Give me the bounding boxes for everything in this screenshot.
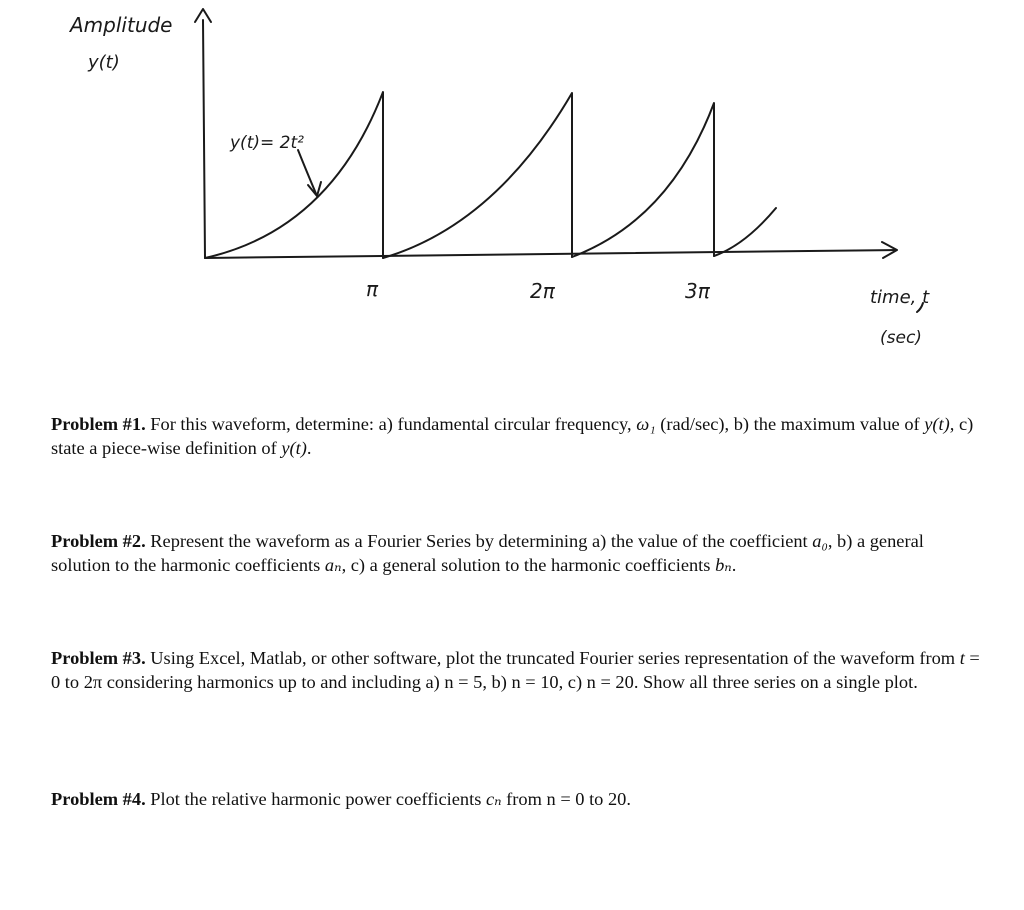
problem-2-text: . (731, 555, 737, 575)
tick-label-3pi: 3π (685, 279, 710, 303)
y-axis-label-amplitude: Amplitude (70, 13, 173, 37)
waveform-period-1 (205, 92, 383, 258)
problem-1-text: For this waveform, determine: a) fundamental circular frequency, (145, 414, 637, 434)
problem-2-label: Problem #2. (51, 531, 146, 551)
waveform-period-2 (383, 93, 572, 258)
a0-symbol: a₀ (812, 531, 828, 551)
problem-3-text: Using Excel, Matlab, or other software, plot the truncated Fourier series representation of the waveform from (145, 648, 960, 668)
problem-2-text: Represent the waveform as a Fourier Series by determining a) the value of the coefficient (145, 531, 813, 551)
tick-label-pi: π (366, 277, 379, 301)
problem-4-label: Problem #4. (51, 789, 146, 809)
problem-1-text: . (306, 438, 312, 458)
waveform-period-3 (572, 103, 714, 257)
problem-1-label: Problem #1. (51, 414, 146, 434)
problem-1-text: c) state a piece-wise definition of (51, 414, 974, 458)
problem-2 (51, 529, 981, 577)
problem-3-label: Problem #3. (51, 648, 146, 668)
problem-3 (51, 646, 981, 694)
problem-4-text: from n = 0 to 20. (501, 789, 631, 809)
problem-1-text: (rad/sec), b) the maximum value of (655, 414, 925, 434)
tick-label-2pi: 2π (530, 279, 555, 303)
x-axis (205, 250, 896, 258)
waveform-sketch (0, 0, 1024, 390)
yt-symbol: y(t) (281, 438, 307, 458)
waveform-period-4 (714, 208, 776, 256)
omega-1-symbol: ω₁ (636, 414, 656, 434)
x-axis-label-sec: (sec) (880, 328, 922, 348)
problem-4-text: Plot the relative harmonic power coefficients (145, 789, 486, 809)
annotation-arrow (298, 150, 317, 196)
t-symbol: t (959, 648, 965, 668)
y-axis (203, 20, 205, 258)
bn-symbol: bₙ (715, 555, 732, 575)
problem-1 (51, 412, 981, 460)
curve-annotation: y(t)= 2t² (230, 133, 304, 153)
problem-3-text: = 0 to 2π considering harmonics up to and including a) n = 5, b) n = 10, c) n = 20. Show all three series on a single plot. (51, 648, 980, 692)
problem-2-text: , c) a general solution to the harmonic coefficients (341, 555, 716, 575)
y-axis-label-yt: y(t) (88, 52, 120, 73)
problem-4 (51, 787, 981, 811)
x-axis-label-time: time, t (870, 287, 930, 308)
an-symbol: aₙ (324, 555, 342, 575)
cn-symbol: cₙ (485, 789, 502, 809)
problem-2-text: , b) a general solution to the harmonic coefficients (51, 531, 924, 575)
yt-symbol: y(t), (924, 414, 955, 434)
